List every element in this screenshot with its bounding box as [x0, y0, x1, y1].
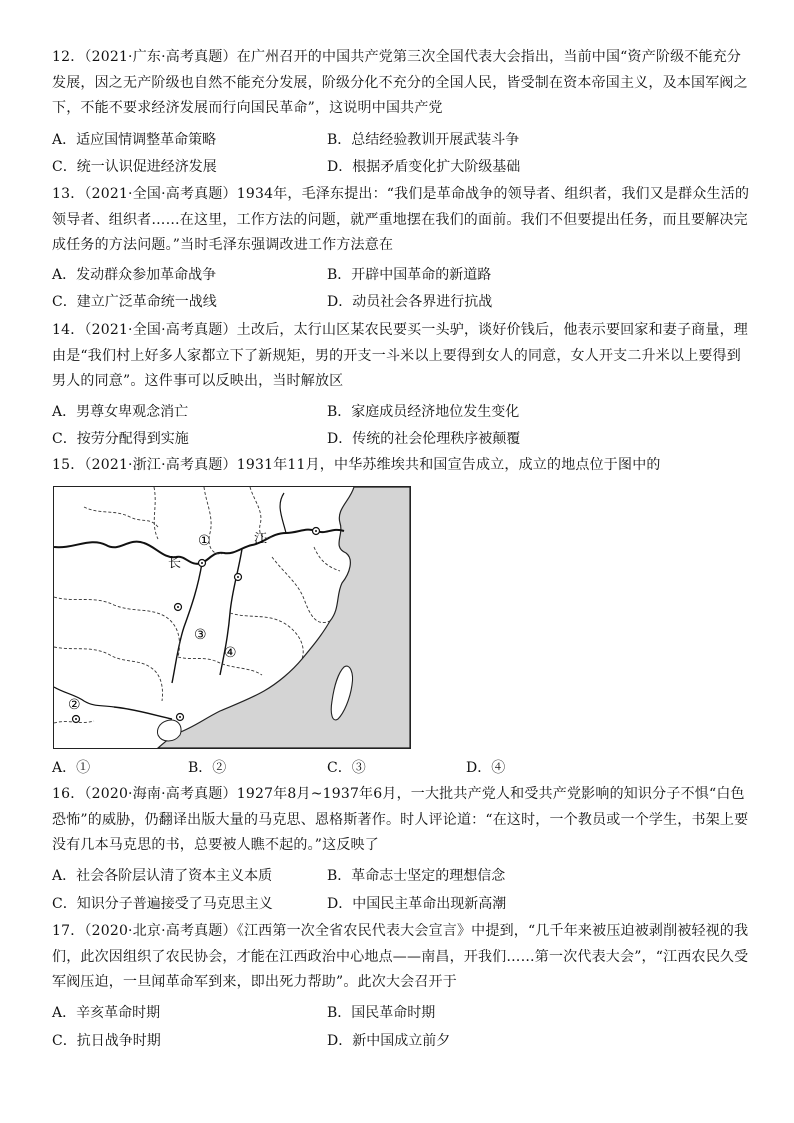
- question-16: [52, 782, 752, 859]
- option-text: 家庭成员经济地位发生变化: [351, 404, 520, 420]
- option-b: [327, 402, 519, 422]
- option-c: [327, 758, 366, 778]
- question-number: 14．: [52, 322, 85, 338]
- question-stem: 1931年11月，中华苏维埃共和国宣告成立，成立的地点位于图中的: [236, 457, 661, 473]
- option-d: [327, 429, 520, 449]
- option-label: C．: [52, 896, 77, 912]
- option-text: 社会各阶层认清了资本主义本质: [76, 868, 273, 884]
- option-d: [466, 758, 505, 778]
- city-dot: [179, 716, 181, 718]
- question-stem: 1927年8月~1937年6月，一大批共产党人和受共产党影响的知识分子不惧“白色恐怖”的威胁，仍翻译出版大量的马克思、恩格斯著作。时人评论道：“在这时，一个教员或一个学生，书架上要没有几本马克思的书，总要被人瞧不起的。”这反映了: [52, 786, 749, 854]
- option-text: 传统的社会伦理秩序被颠覆: [352, 431, 521, 447]
- option-text: 根据矛盾变化扩大阶级基础: [352, 159, 521, 175]
- option-label: A．: [52, 1005, 77, 1021]
- city-dot: [177, 606, 179, 608]
- option-c: [52, 1031, 161, 1051]
- option-text: 新中国成立前夕: [352, 1033, 451, 1049]
- question-stem: 1934年，毛泽东提出：“我们是革命战争的领导者、组织者，我们又是群众生活的领导者、组织者……在这里，工作方法的问题，就严重地摆在我们的面前。我们不但要提出任务，而且要解决完成任务的方法问题。”当时毛泽东强调改进工作方法意在: [52, 186, 750, 254]
- option-label: A．: [52, 404, 77, 420]
- option-b: [327, 130, 519, 150]
- river-tributary: [54, 687, 114, 707]
- option-b: [327, 265, 491, 285]
- option-text: 建立广泛革命统一战线: [76, 294, 217, 310]
- question-source: （2020·海南·高考真题）: [84, 786, 237, 802]
- option-d: [327, 157, 520, 177]
- question-number: 17．: [52, 923, 85, 939]
- question-source: （2021·全国·高考真题）: [84, 322, 237, 338]
- river-tributary: [280, 493, 286, 533]
- city-dot: [75, 718, 77, 720]
- question-number: 12．: [52, 49, 85, 65]
- question-14: [52, 318, 752, 395]
- option-text: 抗日战争时期: [76, 1033, 161, 1049]
- option-label: A．: [52, 267, 77, 283]
- option-text: ③: [351, 760, 366, 776]
- question-source: （2021·广东·高考真题）: [84, 49, 237, 65]
- question-stem: 《江西第一次全省农民代表大会宣言》中提到，“几千年来被压迫被剥削被轻视的我们，此次因组织了农民协会，才能在江西政治中心地点——南昌，开我们……第一次代表大会”，“江西农民久受军阀压迫，一旦闻革命军到来，即出死力帮助”。此次大会召开于: [52, 923, 749, 991]
- option-label: C．: [52, 1033, 77, 1049]
- question-stem: 在广州召开的中国共产党第三次全国代表大会指出，当前中国“资产阶级不能充分发展，因之无产阶级也自然不能充分发展，阶级分化不充分的全国人民，皆受制在资本帝国主义，及本国军阀之下，不能不要求经济发展而行向国民革命”，这说明中国共产党: [52, 49, 748, 117]
- china-map-figure: [53, 486, 411, 749]
- option-text: 辛亥革命时期: [76, 1005, 161, 1021]
- city-dot: [315, 530, 317, 532]
- question-source: （2021·全国·高考真题）: [84, 186, 237, 202]
- option-label: C．: [52, 159, 77, 175]
- option-c: [52, 429, 189, 449]
- question-12: [52, 45, 752, 122]
- option-label: D．: [466, 760, 492, 776]
- option-text: ②: [212, 760, 227, 776]
- option-d: [327, 1031, 450, 1051]
- question-source: （2020·北京·高考真题）: [84, 923, 237, 939]
- option-text: 国民革命时期: [351, 1005, 436, 1021]
- question-17: [52, 919, 752, 996]
- option-label: C．: [327, 760, 352, 776]
- option-b: [188, 758, 226, 778]
- option-c: [52, 292, 217, 312]
- river-tributary: [114, 707, 172, 719]
- option-text: 适应国情调整革命策略: [76, 132, 217, 148]
- option-label: B．: [327, 868, 352, 884]
- option-c: [52, 894, 273, 914]
- option-c: [52, 157, 217, 177]
- option-d: [327, 894, 506, 914]
- option-d: [327, 292, 492, 312]
- option-label: B．: [188, 760, 213, 776]
- city-dot: [201, 562, 203, 564]
- option-text: 按劳分配得到实施: [76, 431, 189, 447]
- option-label: A．: [52, 760, 77, 776]
- option-label: C．: [52, 431, 77, 447]
- option-text: 总结经验教训开展武装斗争: [351, 132, 520, 148]
- option-label: D．: [327, 159, 353, 175]
- question-13: [52, 182, 752, 259]
- option-label: D．: [327, 294, 353, 310]
- question-number: 15．: [52, 457, 85, 473]
- question-source: （2021·浙江·高考真题）: [84, 457, 237, 473]
- question-stem: 土改后，太行山区某农民要买一头驴，谈好价钱后，他表示要回家和妻子商量，理由是“我们村上好多人家都立下了新规矩，男的开支一斗米以上要得到女人的同意，女人开支二升米以上要得到男人的同意”。这件事可以反映出，当时解放区: [52, 322, 748, 390]
- option-a: [52, 265, 216, 285]
- map-marker-2: ②: [68, 697, 81, 713]
- option-a: [52, 1003, 160, 1023]
- option-a: [52, 130, 216, 150]
- option-label: D．: [327, 896, 353, 912]
- river-tributary: [172, 563, 202, 683]
- city-dot: [237, 576, 239, 578]
- option-text: 中国民主革命出现新高潮: [352, 896, 507, 912]
- option-text: 知识分子普遍接受了马克思主义: [76, 896, 273, 912]
- option-label: A．: [52, 868, 77, 884]
- option-text: 男尊女卑观念消亡: [76, 404, 189, 420]
- option-text: 动员社会各界进行抗战: [352, 294, 493, 310]
- option-text: 革命志士坚定的理想信念: [351, 868, 506, 884]
- map-svg: [54, 487, 410, 748]
- option-a: [52, 866, 272, 886]
- option-label: B．: [327, 1005, 352, 1021]
- option-label: D．: [327, 431, 353, 447]
- option-text: ④: [491, 760, 506, 776]
- question-number: 13．: [52, 186, 85, 202]
- river-label-jiang: 江: [254, 532, 268, 547]
- option-text: 开辟中国革命的新道路: [351, 267, 492, 283]
- option-text: ①: [76, 760, 91, 776]
- option-a: [52, 758, 90, 778]
- map-marker-1: ①: [198, 533, 211, 549]
- option-label: D．: [327, 1033, 353, 1049]
- option-b: [327, 866, 505, 886]
- option-text: 统一认识促进经济发展: [76, 159, 217, 175]
- map-marker-4: ④: [224, 645, 237, 661]
- option-label: C．: [52, 294, 77, 310]
- option-b: [327, 1003, 435, 1023]
- option-label: A．: [52, 132, 77, 148]
- hainan-island: [157, 720, 181, 741]
- river-label-chang: 长: [168, 556, 182, 571]
- map-marker-3: ③: [194, 627, 207, 643]
- option-label: B．: [327, 132, 352, 148]
- option-text: 发动群众参加革命战争: [76, 267, 217, 283]
- question-number: 16．: [52, 786, 85, 802]
- option-label: B．: [327, 267, 352, 283]
- question-15: [52, 453, 752, 479]
- option-a: [52, 402, 188, 422]
- option-label: B．: [327, 404, 352, 420]
